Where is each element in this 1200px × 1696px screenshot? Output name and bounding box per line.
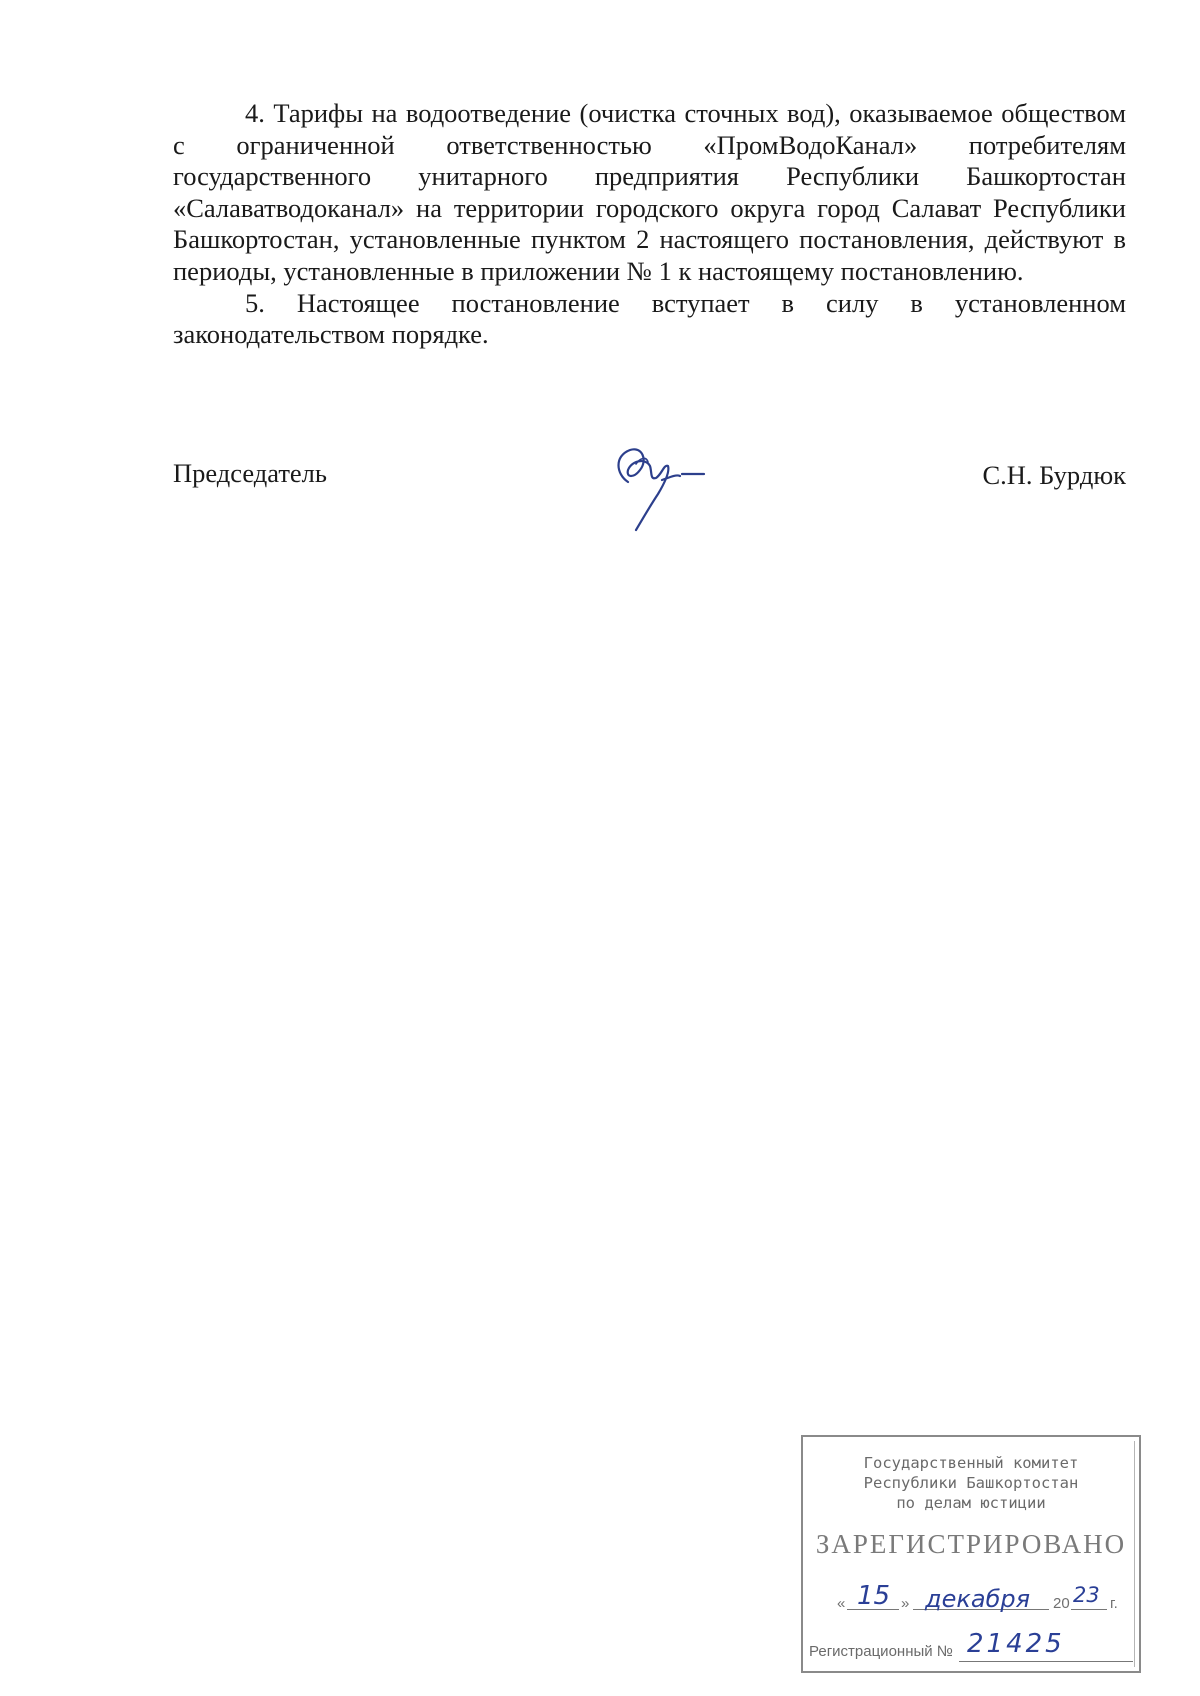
stamp-year-suffix: 23 [1073, 1583, 1100, 1607]
paragraph-4: 4. Тарифы на водоотведение (очистка сточных вод), оказываемое обществом с ограниченной ответственностью «ПромВодоКанал» потребителям государственного унитарного предприятия Республики Башкортостан «Салаватводоканал» на территории городского округа город Салават Республики Башкортостан, установленные пунктом 2 настоящего постановления, действуют в периоды, установленные в приложении № 1 к настоящему постановлению. [173, 98, 1126, 286]
stamp-org-line-3: по делам юстиции [896, 1494, 1046, 1512]
signatory-role: Председатель [173, 458, 327, 488]
registration-stamp [801, 1435, 1141, 1673]
signatory-name: С.Н. Бурдюк [982, 460, 1126, 490]
stamp-quote-close: » [901, 1595, 910, 1612]
stamp-registration [807, 1629, 1137, 1665]
stamp-year-unit: г. [1110, 1595, 1118, 1612]
stamp-reg-number: 21425 [967, 1629, 1065, 1659]
stamp-organization [803, 1453, 1139, 1513]
stamp-month: декабря [925, 1585, 1031, 1613]
year-underline [1071, 1609, 1107, 1610]
stamp-org-line-2: Республики Башкортостан [863, 1474, 1079, 1492]
stamp-org-line-1: Государственный комитет [863, 1454, 1079, 1472]
stamp-day: 15 [857, 1581, 891, 1611]
paragraph-5: 5. Настоящее постановление вступает в силу в установленном законодательством порядке. [173, 287, 1126, 350]
stamp-year-prefix: 20 [1053, 1595, 1070, 1612]
signature-block [173, 458, 1126, 528]
stamp-date [833, 1579, 1133, 1619]
stamp-title: ЗАРЕГИСТРИРОВАНО [815, 1529, 1127, 1559]
reg-underline [959, 1661, 1133, 1662]
handwritten-signature [606, 434, 716, 534]
stamp-quote-open: « [837, 1595, 846, 1612]
document-body [173, 98, 1126, 351]
stamp-reg-label: Регистрационный № [809, 1643, 953, 1660]
